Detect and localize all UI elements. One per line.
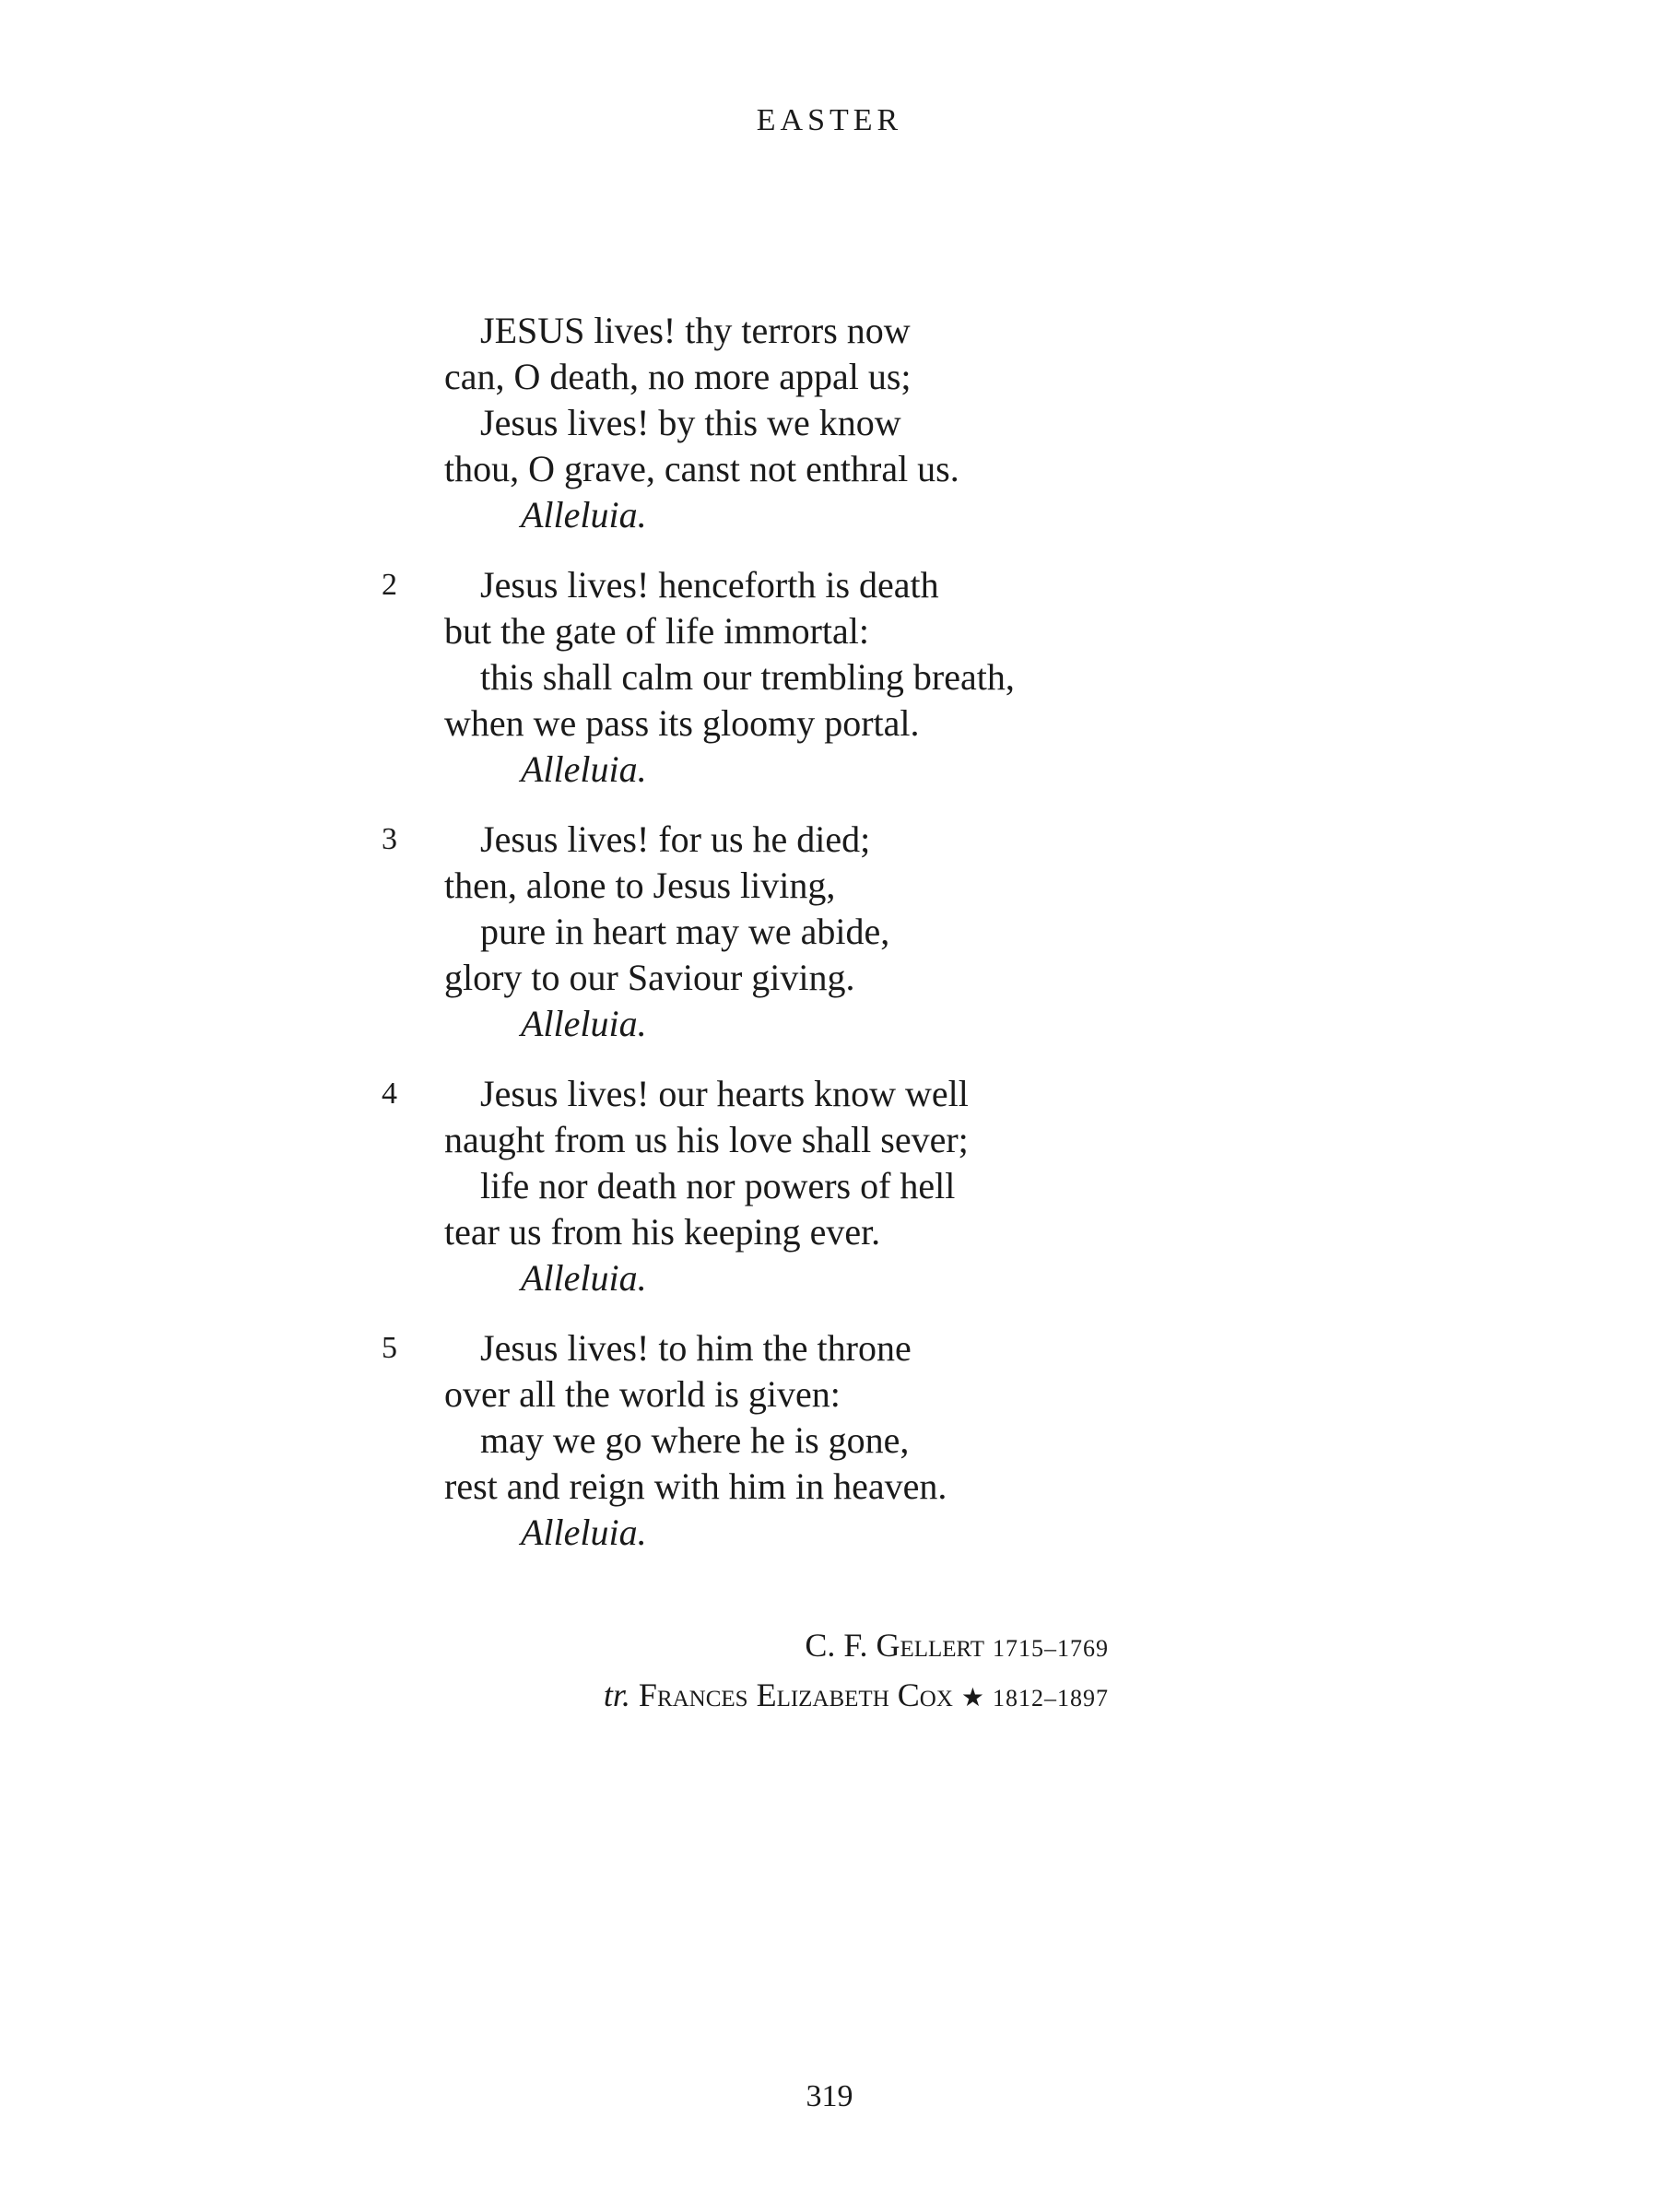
translator-prefix: tr. — [603, 1677, 630, 1713]
verse-line: when we pass its gloomy portal. — [444, 702, 920, 744]
verse-line: Jesus lives! our hearts know well — [480, 1073, 969, 1114]
verse-line: over all the world is given: — [444, 1373, 841, 1415]
verse-refrain: Alleluia. — [521, 1003, 647, 1044]
verse-line: naught from us his love shall sever; — [444, 1119, 969, 1160]
verse-number: 5 — [382, 1331, 397, 1365]
verse-number: 4 — [382, 1077, 397, 1111]
verse-line: this shall calm our trembling breath, — [480, 656, 1015, 698]
hymn-text — [0, 308, 1659, 1580]
section-title: EASTER — [756, 103, 903, 137]
verse-line: Jesus lives! to him the throne — [480, 1327, 912, 1369]
verse-2 — [0, 562, 1659, 793]
verse-line: tear us from his keeping ever. — [444, 1211, 881, 1253]
verse-4 — [0, 1071, 1659, 1301]
translator-dates: 1812–1897 — [993, 1685, 1109, 1712]
verse-line: Jesus lives! by this we know — [480, 402, 901, 443]
translator-name: Frances Elizabeth Cox — [638, 1677, 953, 1713]
verse-line: pure in heart may we abide, — [480, 911, 890, 952]
author-credit — [604, 1622, 1109, 1672]
verse-line: Jesus lives! for us he died; — [480, 818, 871, 860]
verse-refrain: Alleluia. — [521, 1257, 647, 1299]
author-dates: 1715–1769 — [993, 1635, 1109, 1662]
verse-line: glory to our Saviour giving. — [444, 957, 855, 998]
translator-credit — [604, 1672, 1109, 1722]
verse-line: may we go where he is gone, — [480, 1419, 910, 1461]
verse-line: thou, O grave, canst not enthral us. — [444, 448, 959, 489]
verse-line: life nor death nor powers of hell — [480, 1165, 956, 1206]
verse-line: then, alone to Jesus living, — [444, 865, 836, 906]
verse-line: Jesus lives! henceforth is death — [480, 564, 939, 606]
verse-refrain: Alleluia. — [521, 1512, 647, 1553]
verse-3 — [0, 817, 1659, 1047]
verse-line: rest and reign with him in heaven. — [444, 1465, 947, 1507]
page-number: 319 — [806, 2079, 853, 2113]
attribution — [604, 1622, 1109, 1722]
author-name: C. F. Gellert — [805, 1627, 984, 1664]
verse-1 — [0, 308, 1659, 538]
verse-5 — [0, 1325, 1659, 1556]
verse-number: 2 — [382, 568, 397, 602]
verse-line: but the gate of life immortal: — [444, 610, 869, 652]
verse-number: 3 — [382, 822, 397, 856]
verse-line: JESUS lives! thy terrors now — [480, 310, 911, 351]
star-icon: ★ — [960, 1684, 984, 1712]
verse-line: can, O death, no more appal us; — [444, 356, 912, 397]
verse-refrain: Alleluia. — [521, 494, 647, 535]
verse-refrain: Alleluia. — [521, 748, 647, 790]
